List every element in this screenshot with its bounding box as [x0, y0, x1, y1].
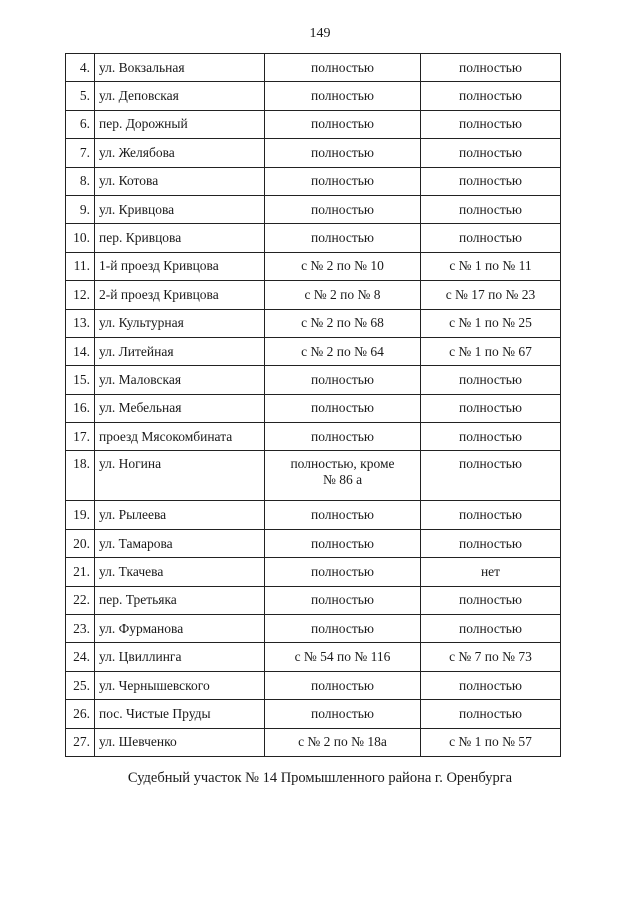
range-cell-column-2: полностью	[421, 195, 561, 223]
range-cell-column-2: полностью	[421, 110, 561, 138]
row-number-cell: 4.	[66, 54, 95, 82]
street-name-cell: ул. Литейная	[95, 337, 265, 365]
row-number-cell: 5.	[66, 82, 95, 110]
row-number-cell: 12.	[66, 281, 95, 309]
street-name-cell: ул. Фурманова	[95, 615, 265, 643]
table-row	[66, 615, 561, 643]
street-name-cell: ул. Ткачева	[95, 558, 265, 586]
street-name-cell: ул. Мебельная	[95, 394, 265, 422]
range-cell-column-1: с № 2 по № 10	[265, 252, 421, 280]
range-cell-column-2: полностью	[421, 615, 561, 643]
street-name-cell: ул. Цвиллинга	[95, 643, 265, 671]
range-cell-column-1: полностью	[265, 586, 421, 614]
street-name-cell: ул. Чернышевского	[95, 671, 265, 699]
range-cell-column-2: с № 17 по № 23	[421, 281, 561, 309]
table-row	[66, 54, 561, 82]
row-number-cell: 8.	[66, 167, 95, 195]
street-name-cell: ул. Шевченко	[95, 728, 265, 756]
table-row	[66, 337, 561, 365]
range-cell-column-1: полностью	[265, 615, 421, 643]
street-name-cell: ул. Вокзальная	[95, 54, 265, 82]
range-cell-column-2: полностью	[421, 224, 561, 252]
row-number-cell: 21.	[66, 558, 95, 586]
range-cell-column-1: с № 2 по № 18а	[265, 728, 421, 756]
row-number-cell: 18.	[66, 451, 95, 501]
row-number-cell: 15.	[66, 366, 95, 394]
street-name-cell: пер. Кривцова	[95, 224, 265, 252]
range-cell-column-2: полностью	[421, 451, 561, 501]
range-cell-column-2: полностью	[421, 671, 561, 699]
table-row	[66, 451, 561, 501]
table-row	[66, 671, 561, 699]
streets-table	[65, 53, 561, 757]
street-name-cell: проезд Мясокомбината	[95, 423, 265, 451]
street-name-cell: ул. Желябова	[95, 139, 265, 167]
range-cell-column-1: с № 2 по № 8	[265, 281, 421, 309]
range-cell-column-1: полностью	[265, 501, 421, 529]
row-number-cell: 26.	[66, 700, 95, 728]
street-name-cell: ул. Ногина	[95, 451, 265, 501]
range-cell-column-1: с № 2 по № 68	[265, 309, 421, 337]
row-number-cell: 13.	[66, 309, 95, 337]
range-cell-column-2: с № 1 по № 67	[421, 337, 561, 365]
range-cell-column-1: полностью	[265, 558, 421, 586]
range-cell-column-1: с № 54 по № 116	[265, 643, 421, 671]
table-row	[66, 394, 561, 422]
range-cell-column-2: полностью	[421, 82, 561, 110]
table-row	[66, 728, 561, 756]
range-cell-column-2: полностью	[421, 394, 561, 422]
table-row	[66, 281, 561, 309]
range-cell-column-1: полностью	[265, 671, 421, 699]
row-number-cell: 24.	[66, 643, 95, 671]
range-cell-column-1: полностью	[265, 366, 421, 394]
range-cell-column-1: полностью	[265, 195, 421, 223]
row-number-cell: 27.	[66, 728, 95, 756]
page-number: 149	[309, 26, 331, 41]
table-body	[66, 54, 561, 757]
range-cell-column-2: с № 1 по № 25	[421, 309, 561, 337]
range-cell-column-1: полностью, кроме № 86 а	[265, 451, 421, 501]
row-number-cell: 17.	[66, 423, 95, 451]
row-number-cell: 7.	[66, 139, 95, 167]
table-row	[66, 586, 561, 614]
street-name-cell: ул. Деповская	[95, 82, 265, 110]
range-cell-column-1: полностью	[265, 529, 421, 557]
table-row	[66, 224, 561, 252]
range-cell-column-1: с № 2 по № 64	[265, 337, 421, 365]
range-cell-column-2: полностью	[421, 366, 561, 394]
row-number-cell: 6.	[66, 110, 95, 138]
range-cell-column-2: полностью	[421, 54, 561, 82]
range-cell-column-2: полностью	[421, 700, 561, 728]
street-name-cell: 2-й проезд Кривцова	[95, 281, 265, 309]
table-row	[66, 423, 561, 451]
section-heading: Судебный участок № 14 Промышленного района г. Оренбурга	[127, 770, 513, 786]
street-name-cell: 1-й проезд Кривцова	[95, 252, 265, 280]
row-number-cell: 25.	[66, 671, 95, 699]
range-cell-column-2: с № 1 по № 57	[421, 728, 561, 756]
table-row	[66, 643, 561, 671]
row-number-cell: 10.	[66, 224, 95, 252]
table-row	[66, 195, 561, 223]
table-row	[66, 529, 561, 557]
table-row	[66, 110, 561, 138]
range-cell-column-2: полностью	[421, 423, 561, 451]
range-cell-column-1: полностью	[265, 224, 421, 252]
range-cell-column-2: полностью	[421, 139, 561, 167]
row-number-cell: 11.	[66, 252, 95, 280]
street-name-cell: ул. Культурная	[95, 309, 265, 337]
street-name-cell: пос. Чистые Пруды	[95, 700, 265, 728]
range-cell-column-1: полностью	[265, 700, 421, 728]
row-number-cell: 22.	[66, 586, 95, 614]
table-row	[66, 252, 561, 280]
table-row	[66, 501, 561, 529]
street-name-cell: ул. Тамарова	[95, 529, 265, 557]
table-row	[66, 82, 561, 110]
row-number-cell: 14.	[66, 337, 95, 365]
range-cell-column-1: полностью	[265, 54, 421, 82]
street-name-cell: пер. Третьяка	[95, 586, 265, 614]
table-row	[66, 366, 561, 394]
range-cell-column-2: полностью	[421, 501, 561, 529]
range-cell-column-2: полностью	[421, 167, 561, 195]
range-cell-column-2: с № 1 по № 11	[421, 252, 561, 280]
row-number-cell: 20.	[66, 529, 95, 557]
range-cell-column-1: полностью	[265, 394, 421, 422]
table-row	[66, 309, 561, 337]
street-name-cell: ул. Кривцова	[95, 195, 265, 223]
row-number-cell: 23.	[66, 615, 95, 643]
range-cell-column-2: полностью	[421, 586, 561, 614]
row-number-cell: 9.	[66, 195, 95, 223]
range-cell-column-1: полностью	[265, 167, 421, 195]
street-name-cell: пер. Дорожный	[95, 110, 265, 138]
row-number-cell: 19.	[66, 501, 95, 529]
table-row	[66, 167, 561, 195]
range-cell-column-1: полностью	[265, 139, 421, 167]
range-cell-column-1: полностью	[265, 110, 421, 138]
range-cell-column-1: полностью	[265, 82, 421, 110]
range-cell-column-2: полностью	[421, 529, 561, 557]
street-name-cell: ул. Котова	[95, 167, 265, 195]
table-row	[66, 139, 561, 167]
range-cell-column-1: полностью	[265, 423, 421, 451]
range-cell-column-2: с № 7 по № 73	[421, 643, 561, 671]
street-name-cell: ул. Маловская	[95, 366, 265, 394]
row-number-cell: 16.	[66, 394, 95, 422]
table-row	[66, 558, 561, 586]
table-row	[66, 700, 561, 728]
range-cell-column-2: нет	[421, 558, 561, 586]
street-name-cell: ул. Рылеева	[95, 501, 265, 529]
